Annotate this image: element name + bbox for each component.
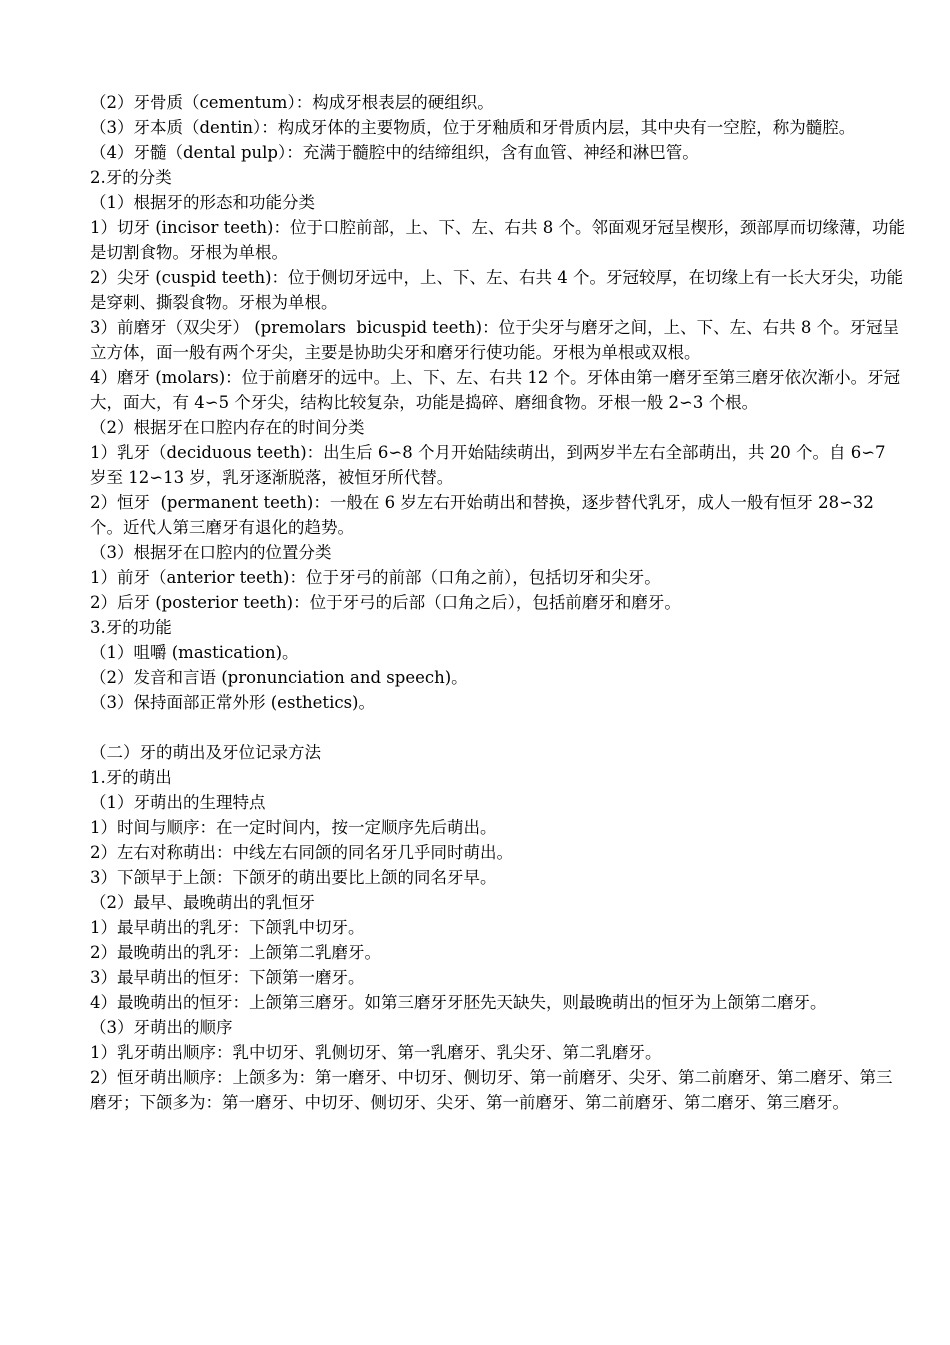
paragraph: （2）牙骨质（cementum）：构成牙根表层的硬组织。 [90, 93, 494, 112]
paragraph: 2）尖牙 (cuspid teeth)：位于侧切牙远中，上、下、左、右共 4 个。牙冠较厚，在切缘上有一长大牙尖，功能是穿刺、撕裂食物。牙根为单根。 [90, 268, 904, 312]
subsection-heading: （2）根据牙在口腔内存在的时间分类 [90, 418, 365, 437]
subsection-heading: （3）根据牙在口腔内的位置分类 [90, 543, 332, 562]
paragraph: 1）最早萌出的乳牙：下颌乳中切牙。 [90, 918, 365, 937]
subsection-heading: （1）牙萌出的生理特点 [90, 793, 266, 812]
subsection-heading: （3）牙萌出的顺序 [90, 1018, 233, 1037]
paragraph: 1）乳牙（deciduous teeth)：出生后 6∽8 个月开始陆续萌出，到两岁半左右全部萌出，共 20 个。自 6∽7 岁至 12∽13 岁，乳牙逐渐脱落，被恒牙所代替。 [90, 443, 891, 487]
paragraph: 3）最早萌出的恒牙：下颌第一磨牙。 [90, 968, 365, 987]
chapter-heading: （二）牙的萌出及牙位记录方法 [90, 743, 321, 762]
section-heading: 3.牙的功能 [90, 618, 172, 637]
paragraph: 1）乳牙萌出顺序：乳中切牙、乳侧切牙、第一乳磨牙、乳尖牙、第二乳磨牙。 [90, 1043, 662, 1062]
paragraph: 1）前牙（anterior teeth)：位于牙弓的前部（口角之前），包括切牙和尖牙。 [90, 568, 661, 587]
section-heading: 1.牙的萌出 [90, 768, 172, 787]
paragraph: 3）下颌早于上颌：下颌牙的萌出要比上颌的同名牙早。 [90, 868, 497, 887]
paragraph: 4）磨牙 (molars)：位于前磨牙的远中。上、下、左、右共 12 个。牙体由第一磨牙至第三磨牙依次渐小。牙冠大，面大，有 4∽5 个牙尖，结构比较复杂，功能是捣碎、磨细食物。牙根一般 2∽3 个根。 [90, 368, 901, 412]
section-heading: 2.牙的分类 [90, 168, 172, 187]
paragraph: 2）恒牙 (permanent teeth)：一般在 6 岁左右开始萌出和替换，逐步替代乳牙，成人一般有恒牙 28∽32 个。近代人第三磨牙有退化的趋势。 [90, 493, 880, 537]
paragraph: （3）牙本质（dentin）：构成牙体的主要物质，位于牙釉质和牙骨质内层，其中央有一空腔，称为髓腔。 [90, 118, 856, 137]
subsection-heading: （2）最早、最晚萌出的乳恒牙 [90, 893, 315, 912]
paragraph: （1）咀嚼 (mastication)。 [90, 643, 299, 662]
paragraph: 2）恒牙萌出顺序：上颌多为：第一磨牙、中切牙、侧切牙、第一前磨牙、尖牙、第二前磨牙、第二磨牙、第三磨牙；下颌多为：第一磨牙、中切牙、侧切牙、尖牙、第一前磨牙、第二前磨牙、第二磨牙、第三磨牙。 [90, 1068, 893, 1112]
paragraph: 1）时间与顺序：在一定时间内，按一定顺序先后萌出。 [90, 818, 497, 837]
paragraph: （4）牙髓（dental pulp）：充满于髓腔中的结缔组织，含有血管、神经和淋巴管。 [90, 143, 699, 162]
subsection-heading: （1）根据牙的形态和功能分类 [90, 193, 315, 212]
paragraph: 1）切牙 (incisor teeth)：位于口腔前部，上、下、左、右共 8 个。邻面观牙冠呈楔形，颈部厚而切缘薄，功能是切割食物。牙根为单根。 [90, 218, 905, 262]
paragraph: 2）最晚萌出的乳牙：上颌第二乳磨牙。 [90, 943, 381, 962]
paragraph: 2）后牙 (posterior teeth)：位于牙弓的后部（口角之后），包括前磨牙和磨牙。 [90, 593, 681, 612]
paragraph: （3）保持面部正常外形 (esthetics)。 [90, 693, 375, 712]
paragraph: （2）发音和言语 (pronunciation and speech)。 [90, 668, 468, 687]
paragraph: 3）前磨牙（双尖牙） (premolars bicuspid teeth)：位于尖牙与磨牙之间，上、下、左、右共 8 个。牙冠呈立方体，面一般有两个牙尖，主要是协助尖牙和磨牙行使功能。牙根为单根或双根。 [90, 318, 900, 362]
blank-line [90, 715, 905, 740]
document-page [90, 90, 905, 1115]
paragraph: 2）左右对称萌出：中线左右同颌的同名牙几乎同时萌出。 [90, 843, 513, 862]
paragraph: 4）最晚萌出的恒牙：上颌第三磨牙。如第三磨牙牙胚先天缺失，则最晚萌出的恒牙为上颌第二磨牙。 [90, 993, 827, 1012]
